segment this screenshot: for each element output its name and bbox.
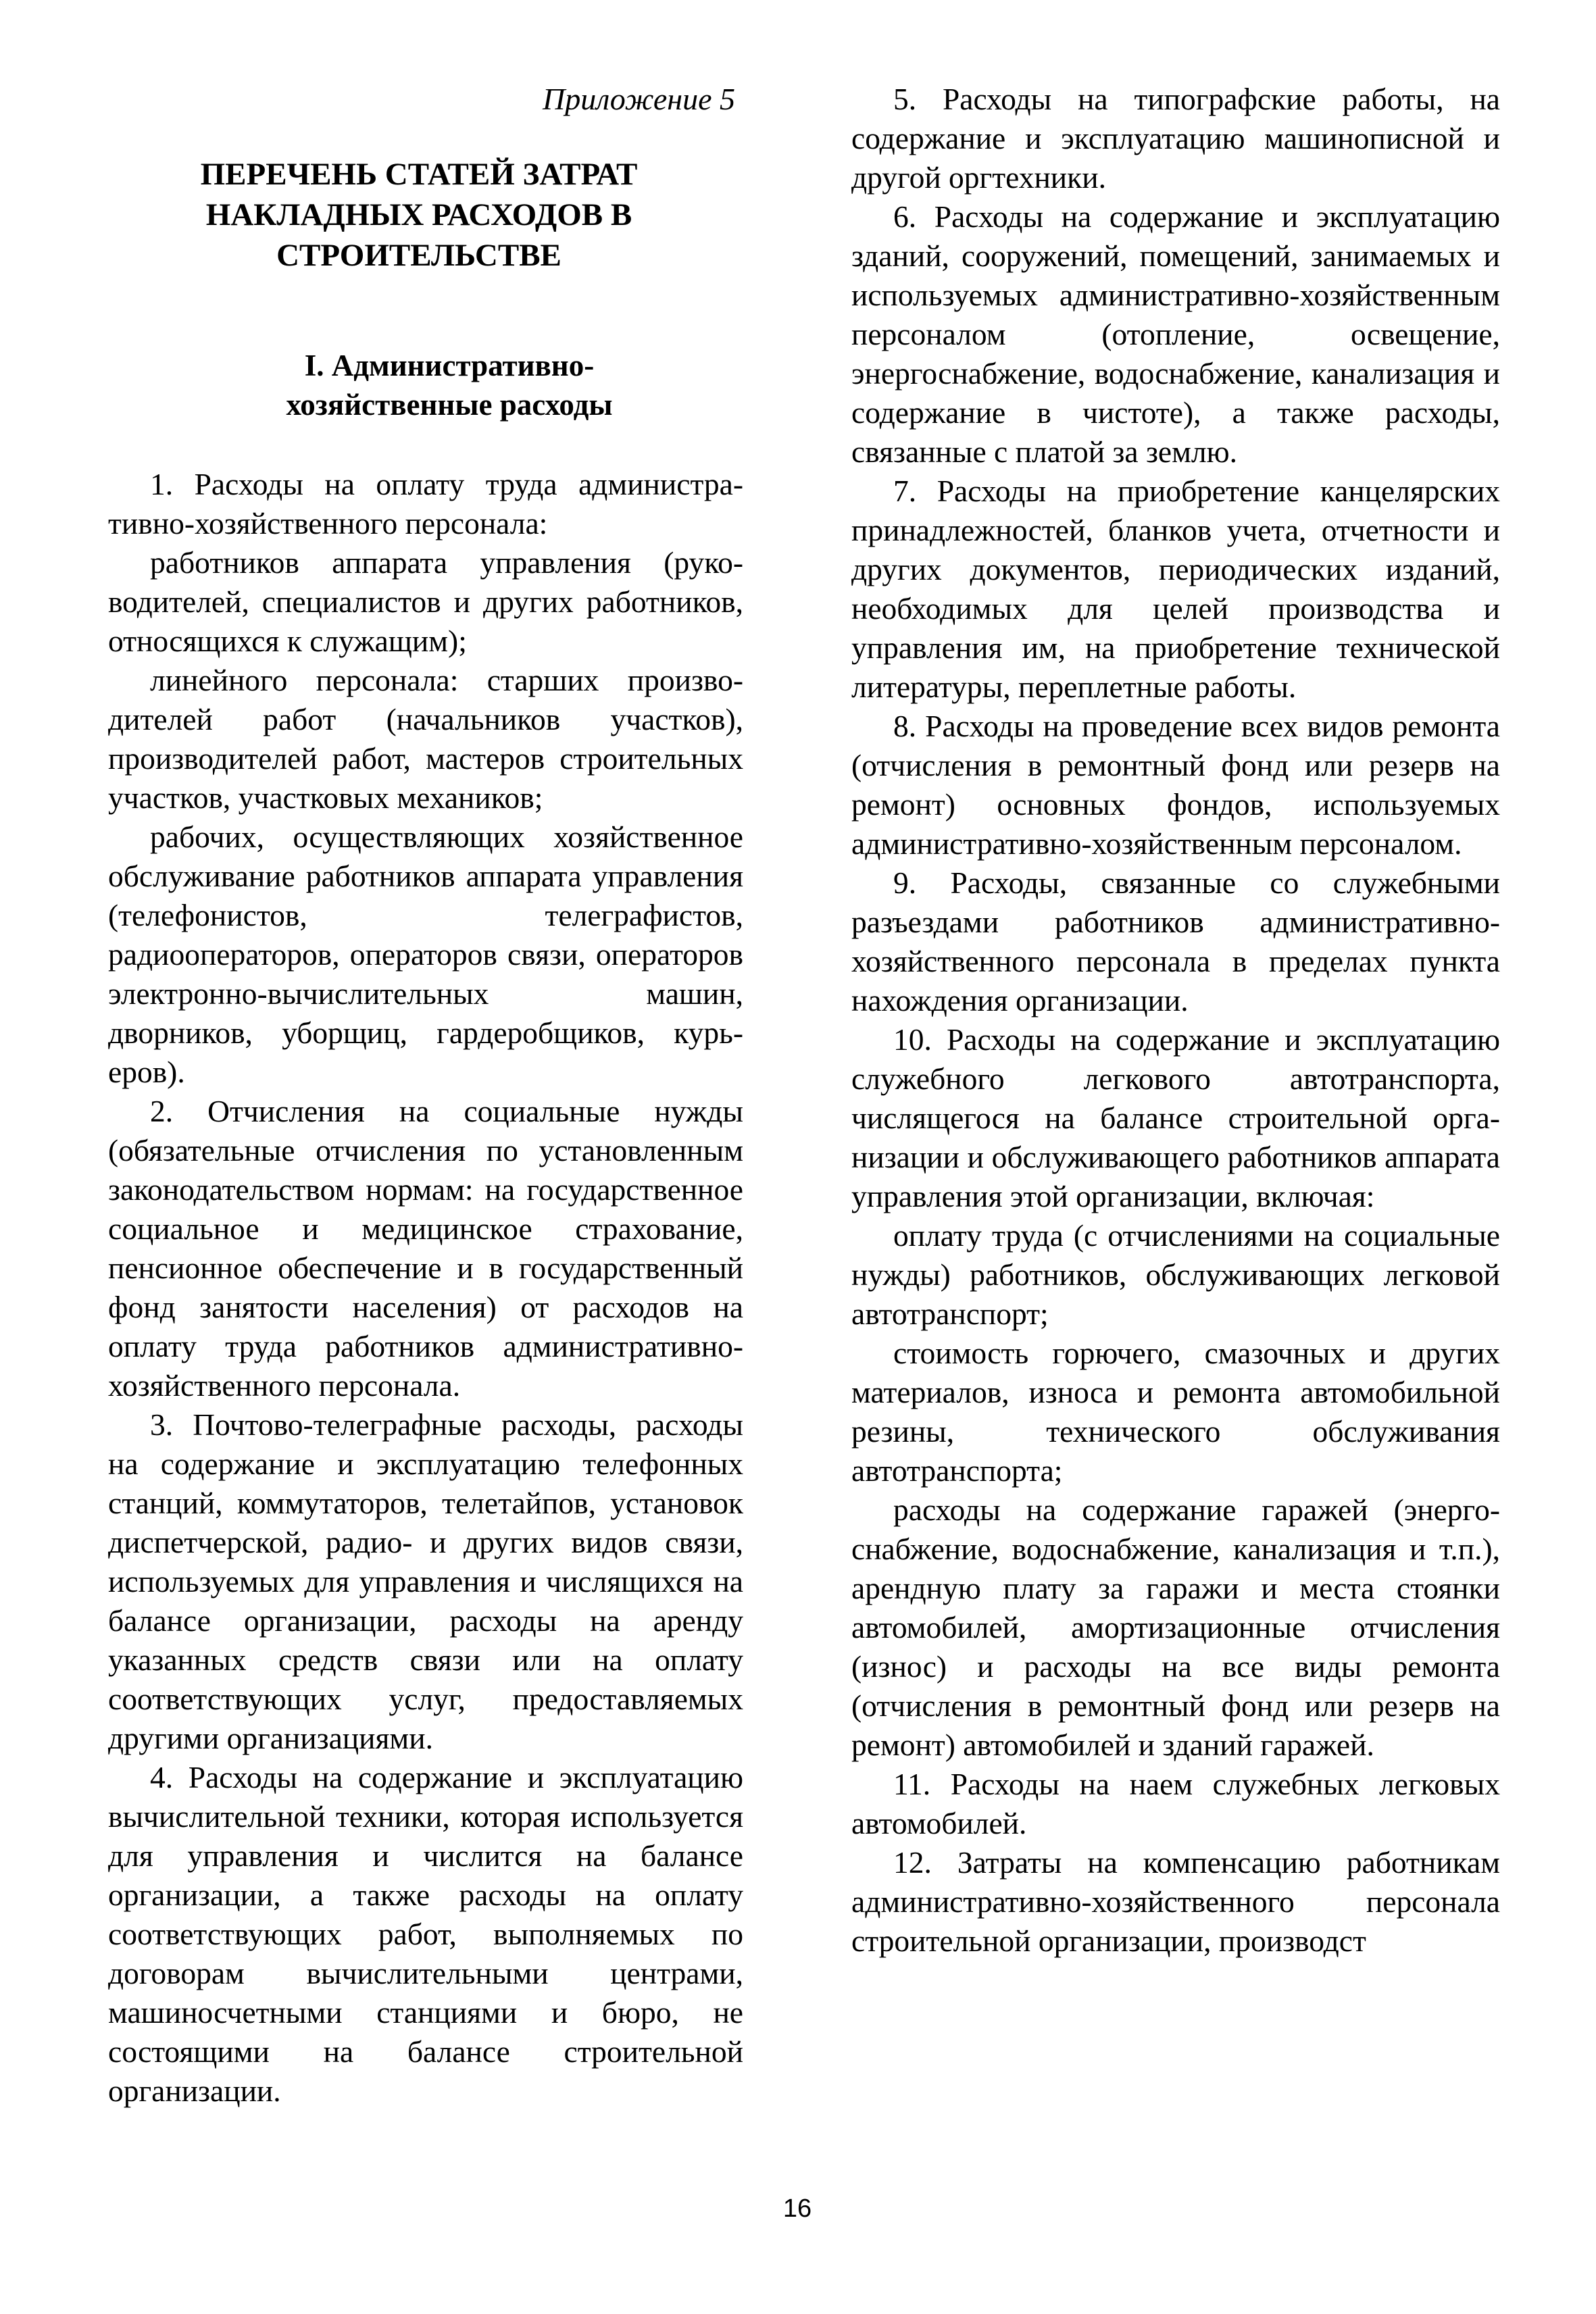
paragraph: 12. Затраты на компенсацию работникам административно-хозяйственного персонала строительной организации, производст	[851, 1845, 1500, 1958]
paragraph: работников аппарата управления (руководителей, специалистов и других работников, относящихся к служащим);	[108, 545, 743, 658]
paragraph: 1. Расходы на оплату труда административно-хозяйственного персонала:	[108, 467, 743, 540]
section-title	[108, 346, 743, 424]
section-title-line: I. Административно-	[304, 349, 595, 382]
left-column	[108, 80, 743, 2111]
paragraph: 7. Расходы на приобретение канцелярских принадлежностей, бланков учета, отчетности и других документов, периодических изданий, необходимых для целей производства и управления им, на приобретение технической литературы, переплетные работы.	[851, 474, 1500, 704]
paragraph: 11. Расходы на наем служебных легковых автомобилей.	[851, 1767, 1500, 1840]
right-column	[851, 80, 1500, 1961]
title-line: ПЕРЕЧЕНЬ СТАТЕЙ ЗАТРАТ	[200, 157, 638, 192]
document-title	[108, 154, 743, 276]
paragraph: 3. Почтово-телеграфные расходы, расходы на содержание и эксплуатацию телефонных станций, коммутаторов, телетайпов, установок диспетчерской, радио- и других видов связи, используемых для управления и числящихся на балансе организации, расходы на аренду указанных средств связи или на оплату соответствующих услуг, предоставляемых другими организациями.	[108, 1407, 743, 1755]
paragraph: 9. Расходы, связанные со служебными разъездами работников административно-хозяйственного персонала в пределах пункта нахождения организации.	[851, 865, 1500, 1017]
paragraph: 6. Расходы на содержание и эксплуатацию зданий, сооружений, помещений, занимаемых и используемых административно-хозяйственным персоналом (отопление, освещение, энергоснабжение, водоснабжение, канализация и содержание в чистоте), а также расходы, связанные с платой за землю.	[851, 199, 1500, 469]
paragraph: стоимость горючего, смазочных и других материалов, износа и ремонта автомобильной резины, технического обслуживания автотранспорта;	[851, 1336, 1500, 1488]
paragraph: 2. Отчисления на социальные нужды (обязательные отчисления по установленным законодательством нормам: на государственное социальное и медицинское страхование, пенсионное обеспечение и в государственный фонд занятости населения) от расходов на оплату труда работников административно-хозяйственного персонала.	[108, 1094, 743, 1403]
paragraph: 8. Расходы на проведение всех видов ремонта (отчисления в ремонтный фонд или резерв на ремонт) основных фондов, используемых административно-хозяйственным персоналом.	[851, 709, 1500, 861]
paragraph: 5. Расходы на типографские работы, на содержание и эксплуатацию машинописной и другой оргтехники.	[851, 82, 1500, 195]
appendix-label: Приложение 5	[542, 82, 735, 116]
paragraph: рабочих, осуществляющих хозяйственное обслуживание работников аппарата управления (телефонистов, телеграфистов, радиооператоров, операторов связи, операторов электронно-вычислительных машин, дворников, уборщиц, гардеробщиков, курьеров).	[108, 820, 743, 1089]
paragraph: оплату труда (с отчислениями на социальные нужды) работников, обслуживающих легковой автотранспорт;	[851, 1218, 1500, 1331]
paragraph: 4. Расходы на содержание и эксплуатацию вычислительной техники, которая используется для управления и числится на балансе организации, а также расходы на оплату соответствующих работ, выполняемых по договорам вычислительными центрами, машиносчетными станциями и бюро, не состоящими на балансе строительной организации.	[108, 1760, 743, 2108]
paragraph: 10. Расходы на содержание и эксплуатацию служебного легкового автотранспорта, числящегося на балансе строительной организации и обслуживающего работников аппарата управления этой организации, включая:	[851, 1022, 1500, 1213]
page-number: 16	[782, 2194, 812, 2223]
paragraph: расходы на содержание гаражей (энергоснабжение, водоснабжение, канализация и т.п.), арендную плату за гаражи и места стоянки автомобилей, амортизационные отчисления (износ) и расходы на все виды ремонта (отчисления в ремонтный фонд или резерв на ремонт) автомобилей и зданий гаражей.	[851, 1492, 1500, 1762]
title-line: НАКЛАДНЫХ РАСХОДОВ В	[205, 197, 632, 232]
section-title-line: хозяйственные расходы	[286, 388, 613, 422]
paragraph: линейного персонала: старших производителей работ (начальников участков), производителей работ, мастеров строительных участков, участковых механиков;	[108, 663, 743, 815]
title-line: СТРОИТЕЛЬСТВЕ	[276, 238, 562, 273]
